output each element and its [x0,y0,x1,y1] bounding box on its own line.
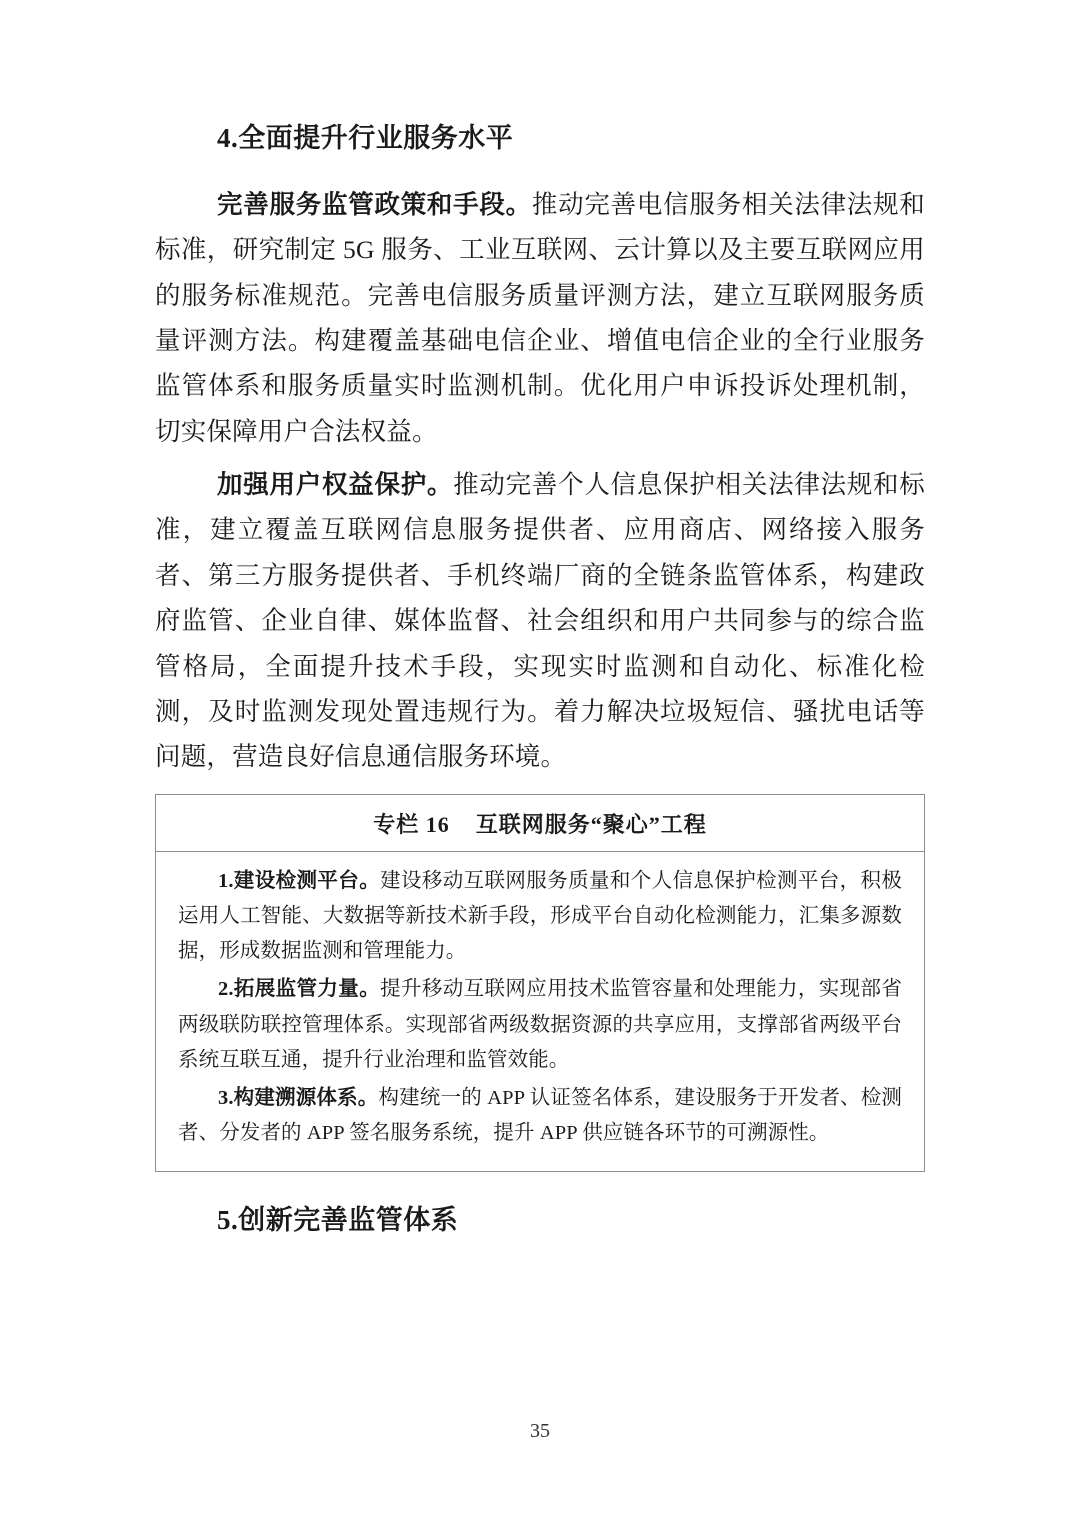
callout-title-text: 互联网服务“聚心”工程 [475,811,707,837]
callout-body [156,852,924,1171]
paragraph-lead: 加强用户权益保护。 [217,470,454,500]
section-heading-4: 4.全面提升行业服务水平 [217,123,514,153]
callout-item [178,1081,902,1152]
callout-box-column-16 [155,794,925,1172]
page-number: 35 [530,1420,550,1442]
paragraph-user-rights-protection [155,462,925,780]
callout-item [178,864,902,970]
callout-item-text: 建设移动互联网服务质量和个人信息保护检测平台，积极运用人工智能、大数据等新技术新手段，形成平台自动化检测能力，汇集多源数据，形成数据监测和管理能力。 [178,869,903,963]
callout-label: 专栏 16 [373,811,450,837]
section-heading-5: 5.创新完善监管体系 [217,1204,459,1235]
callout-item-lead: 2.拓展监管力量。 [218,978,381,1001]
callout-item [178,972,902,1078]
callout-item-lead: 1.建设检测平台。 [218,869,381,892]
callout-item-text: 构建统一的 APP 认证签名体系，建设服务于开发者、检测者、分发者的 APP 签名服务系统，提升 APP 供应链各环节的可溯源性。 [178,1087,902,1145]
callout-item-text: 提升移动互联网应用技术监管容量和处理能力，实现部省两级联防联控管理体系。实现部省两级数据资源的共享应用，支撑部省两级平台系统互联互通，提升行业治理和监管效能。 [178,978,903,1071]
paragraph-text: 推动完善电信服务相关法律法规和标准，研究制定 5G 服务、工业互联网、云计算以及主要互联网应用的服务标准规范。完善电信服务质量评测方法，建立互联网服务质量评测方法。构建覆盖基础电信企业、增值电信企业的全行业服务监管体系和服务质量实时监测机制。优化用户申诉投诉处理机制，切实保障用户合法权益。 [155,189,925,446]
paragraph-service-regulation-policy [155,182,925,454]
paragraph-text: 推动完善个人信息保护相关法律法规和标准，建立覆盖互联网信息服务提供者、应用商店、网络接入服务者、第三方服务提供者、手机终端厂商的全链条监管体系，构建政府监管、企业自律、媒体监督、社会组织和用户共同参与的综合监管格局，全面提升技术手段，实现实时监测和自动化、标准化检测，及时监测发现处置违规行为。着力解决垃圾短信、骚扰电话等问题，营造良好信息通信服务环境。 [155,470,925,772]
callout-item-lead: 3.构建溯源体系。 [218,1087,379,1110]
paragraph-lead: 完善服务监管政策和手段。 [217,189,532,219]
document-body [155,120,925,1239]
callout-title [156,795,924,852]
